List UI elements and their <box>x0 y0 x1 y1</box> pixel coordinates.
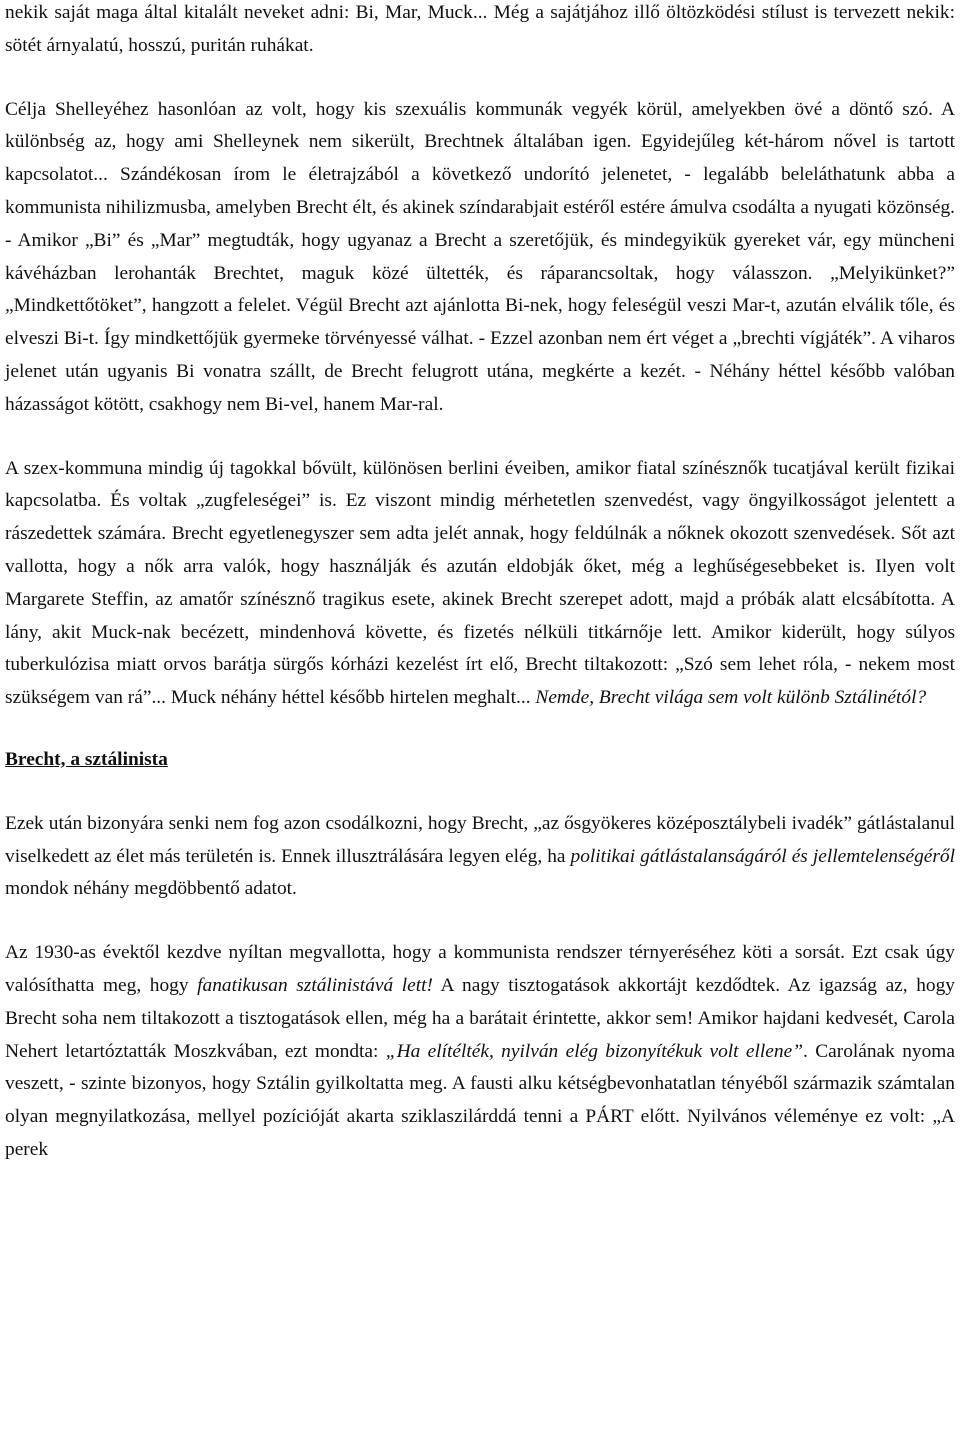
paragraph-4 <box>5 808 955 906</box>
italic-text: fanatikusan sztálinistává lett! <box>197 974 433 996</box>
paragraph-2 <box>5 94 955 422</box>
section-heading: Brecht, a sztálinista <box>5 748 168 770</box>
text-run: A nagy tisztogatások akkortájt kezdődtek. Az igazság az, hogy Brecht soha nem tiltakozott a tisztogatások ellen, még ha a barátait érintette, akkor sem! Amikor hajdani kedvesét, Carola Nehert letartóztatták Moszkvában, ezt mondta: <box>5 974 955 1062</box>
paragraph-1 <box>5 0 955 63</box>
text-run: Célja Shelleyéhez hasonlóan az volt, hogy kis szexuális kommunák vegyék körül, amelyekben övé a döntő szó. A különbség az, hogy ami Shelleynek nem sikerült, Brechtnek általában igen. Egyidejűleg két-három nővel is tartott kapcsolatot... Szándékosan írom le életrajzából a következő undorító jelenetet, - legalább beleláthatunk abba a kommunista nihilizmusba, amelyben Brecht élt, és akinek színdarabjait estéről estére ámulva csodálta a nyugati közönség. - Amikor „Bi” és „Mar” megtudták, hogy ugyanaz a Brecht a szeretőjük, és mindegyikük gyereket vár, egy müncheni kávéházban lerohanták Brechtet, maguk közé ültették, és ráparancsoltak, hogy válasszon. „Melyikünket?” „Mindkettőtöket”, hangzott a felelet. Végül Brecht azt ajánlotta Bi-nek, hogy feleségül veszi Mar-t, azután elválik tőle, és elveszi Bi-t. Így mindkettőjük gyermeke törvényessé válhat. - Ezzel azonban nem ért véget a „brechti vígjáték”. A viharos jelenet után ugyanis Bi vonatra szállt, de Brecht felugrott utána, megkérte a kezét. - Néhány héttel később valóban házasságot kötött, csakhogy nem Bi-vel, hanem Mar-ral. <box>5 98 955 415</box>
text-run: Ezek után bizonyára senki nem fog azon csodálkozni, hogy Brecht, „az ősgyökeres középosztálybeli ivadék” gátlástalanul viselkedett az élet más területén is. Ennek illusztrálására legyen elég, ha <box>5 812 955 867</box>
text-run: . Carolának nyoma veszett, - szinte bizonyos, hogy Sztálin gyilkoltatta meg. A fausti alku kétségbevonhatatlan tényéből származik számtalan olyan megnyilatkozása, mellyel pozícióját akarta sziklaszilárddá tenni a PÁRT előtt. Nyilvános véleménye ez volt: „A perek <box>5 1040 955 1160</box>
italic-text: „Ha elítélték, nyilván elég bizonyítékuk volt ellene” <box>385 1040 803 1062</box>
text-run: mondok néhány megdöbbentő adatot. <box>5 878 297 900</box>
italic-text: politikai gátlástalanságáról és jellemtelenségéről <box>570 845 956 867</box>
paragraph-3 <box>5 453 955 715</box>
italic-text: Nemde, Brecht világa sem volt különb Sztálinétól? <box>535 687 927 709</box>
text-run: nekik saját maga által kitalált neveket adni: Bi, Mar, Muck... Még a sajátjához illő öltözködési stílust is tervezett nekik: sötét árnyalatú, hosszú, puritán ruhákat. <box>5 2 955 56</box>
paragraph-5 <box>5 937 955 1167</box>
document-page <box>5 0 955 1167</box>
text-run: A szex-kommuna mindig új tagokkal bővült, különösen berlini éveiben, amikor fiatal színésznők tucatjával került fizikai kapcsolatba. És voltak „zugfeleségei” is. Ez viszont mindig mérhetetlen szenvedést, vagy öngyilkosságot jelentett a rászedettek számára. Brecht egyetlenegyszer sem adta jelét annak, hogy feldúlnák a nőknek okozott szenvedések. Sőt azt vallotta, hogy a nők arra valók, hogy használják és azután eldobják őket, még a leghűségesebbeket is. Ilyen volt Margarete Steffin, az amatőr színésznő tragikus esete, akinek Brecht szerepet adott, majd a próbák alatt elcsábította. A lány, akit Muck-nak becézett, mindenhová követte, és fizetés nélküli titkárnője lett. Amikor kiderült, hogy súlyos tuberkulózisa miatt orvos barátja sürgős kórházi kezelést írt elő, Brecht tiltakozott: „Szó sem lehet róla, - nekem most szükségem van rá”... Muck néhány héttel később hirtelen meghalt... <box>5 457 955 709</box>
text-run: Az 1930-as évektől kezdve nyíltan megvallotta, hogy a kommunista rendszer térnyeréséhez köti a sorsát. Ezt csak úgy valósíthatta meg, hogy <box>5 942 955 996</box>
